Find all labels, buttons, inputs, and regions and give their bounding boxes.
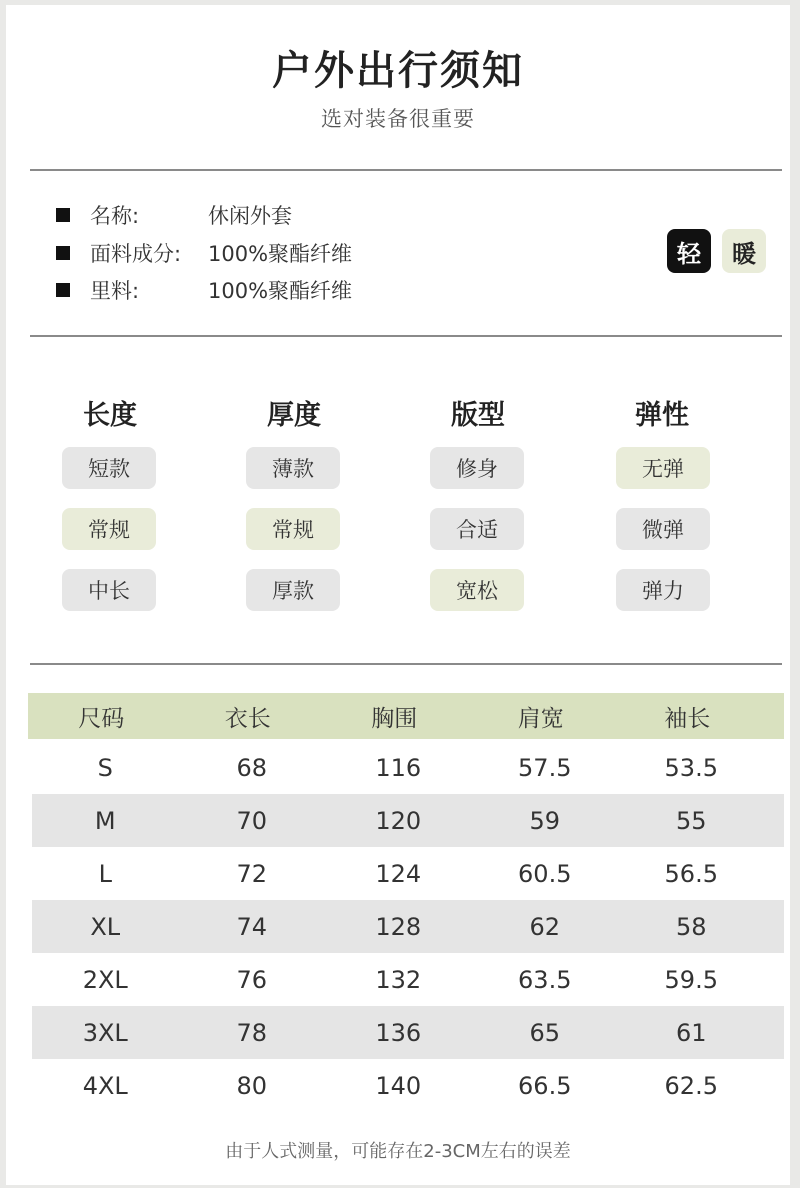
table-row <box>32 1059 784 1112</box>
attr-option-selected: 常规 <box>62 508 156 550</box>
table-row <box>32 741 784 794</box>
table-cell: 124 <box>375 859 422 888</box>
table-cell: 63.5 <box>518 965 572 994</box>
table-cell: 116 <box>375 753 422 782</box>
table-cell: 60.5 <box>518 859 572 888</box>
info-label: 面料成分: <box>90 242 182 266</box>
table-cell: L <box>98 859 112 888</box>
table-cell: 58 <box>675 912 707 941</box>
table-cell: 132 <box>375 965 422 994</box>
table-cell: 2XL <box>82 965 128 994</box>
page-subtitle: 选对装备很重要 <box>321 107 475 131</box>
attr-heading-thickness: 厚度 <box>267 400 321 431</box>
table-cell: 80 <box>236 1071 268 1100</box>
table-cell: 68 <box>236 753 268 782</box>
table-cell: XL <box>90 912 121 941</box>
table-row <box>32 847 784 900</box>
spec-card <box>6 5 790 1185</box>
table-cell: 76 <box>236 965 268 994</box>
square-bullet-icon <box>56 208 70 222</box>
attr-option: 微弹 <box>616 508 710 550</box>
table-cell: 140 <box>375 1071 422 1100</box>
square-bullet-icon <box>56 283 70 297</box>
table-cell: 4XL <box>82 1071 128 1100</box>
info-value: 100%聚酯纤维 <box>208 242 353 266</box>
info-value: 100%聚酯纤维 <box>208 279 353 303</box>
attr-option: 弹力 <box>616 569 710 611</box>
feature-tag-light: 轻 <box>667 229 711 273</box>
size-table-header <box>28 693 784 739</box>
table-cell: 128 <box>375 912 422 941</box>
table-cell: 70 <box>236 806 268 835</box>
table-cell: 59.5 <box>664 965 718 994</box>
page-title: 户外出行须知 <box>272 48 524 94</box>
attr-option: 中长 <box>62 569 156 611</box>
table-cell: 72 <box>236 859 268 888</box>
info-value: 休闲外套 <box>208 204 292 228</box>
feature-tag-warm: 暖 <box>722 229 766 273</box>
info-label: 名称: <box>90 204 140 228</box>
table-cell: 65 <box>529 1018 561 1047</box>
table-cell: 53.5 <box>664 753 718 782</box>
attr-heading-length: 长度 <box>83 400 137 431</box>
attr-option-selected: 宽松 <box>430 569 524 611</box>
attr-option-selected: 无弹 <box>616 447 710 489</box>
table-cell: 61 <box>675 1018 707 1047</box>
attr-heading-fit: 版型 <box>451 400 505 431</box>
table-row <box>32 953 784 1006</box>
table-cell: 78 <box>236 1018 268 1047</box>
header-cell: 尺码 <box>78 705 125 732</box>
attr-option: 厚款 <box>246 569 340 611</box>
table-row <box>32 794 784 847</box>
header-cell: 胸围 <box>371 705 418 732</box>
attr-option: 合适 <box>430 508 524 550</box>
divider <box>30 169 782 171</box>
attr-option: 修身 <box>430 447 524 489</box>
table-cell: 56.5 <box>664 859 718 888</box>
header-cell: 肩宽 <box>517 705 564 732</box>
table-cell: 62.5 <box>664 1071 718 1100</box>
divider <box>30 663 782 665</box>
divider <box>30 335 782 337</box>
info-label: 里料: <box>90 279 140 303</box>
table-cell: 55 <box>675 806 707 835</box>
attr-option: 薄款 <box>246 447 340 489</box>
attr-option: 短款 <box>62 447 156 489</box>
info-row-name <box>56 200 292 230</box>
table-cell: 57.5 <box>518 753 572 782</box>
table-cell: M <box>94 806 116 835</box>
info-row-lining <box>56 275 352 305</box>
header-cell: 衣长 <box>224 705 271 732</box>
table-row <box>32 1006 784 1059</box>
table-cell: 136 <box>375 1018 422 1047</box>
table-cell: 62 <box>529 912 561 941</box>
table-row <box>32 900 784 953</box>
attr-option-selected: 常规 <box>246 508 340 550</box>
measurement-note: 由于人式测量，可能存在2-3CM左右的误差 <box>225 1141 571 1162</box>
header-cell: 袖长 <box>664 705 711 732</box>
square-bullet-icon <box>56 246 70 260</box>
table-cell: 3XL <box>82 1018 128 1047</box>
table-cell: 120 <box>375 806 422 835</box>
table-cell: 74 <box>236 912 268 941</box>
table-cell: S <box>97 753 113 782</box>
table-cell: 59 <box>529 806 561 835</box>
table-cell: 66.5 <box>518 1071 572 1100</box>
info-row-fabric <box>56 238 352 268</box>
attr-heading-elasticity: 弹性 <box>635 400 689 431</box>
